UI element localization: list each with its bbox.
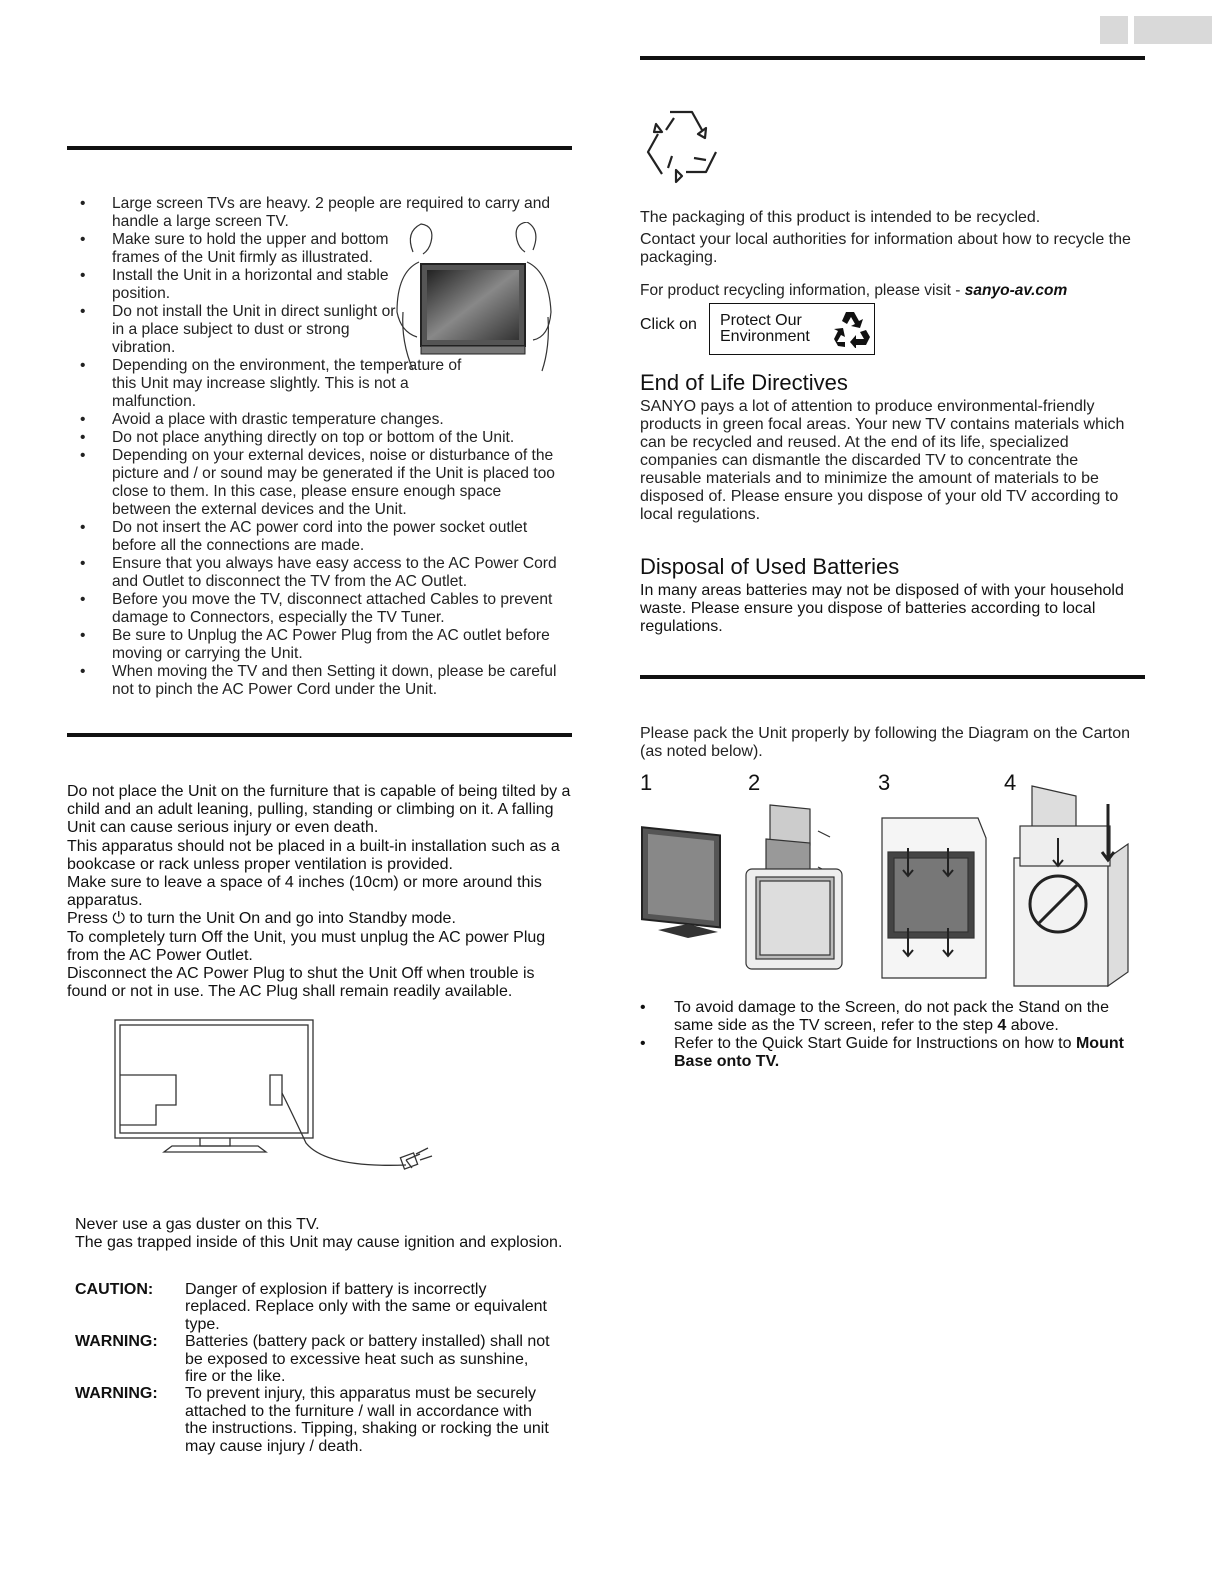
paragraph: Never use a gas duster on this TV. [75, 1216, 320, 1233]
list-item [640, 1035, 1140, 1071]
section-rule-packing [640, 675, 1145, 679]
step1-tv-illustration [640, 825, 735, 940]
press-description: to turn the Unit On and go into Standby mode. [129, 910, 456, 928]
list-item: • Install the Unit in a horizontal and stable position. [80, 267, 402, 303]
eco-button-line2: Environment [720, 328, 810, 345]
recycle-info-prefix: For product recycling information, please visit - [640, 282, 965, 299]
tab-marker-small [1100, 16, 1128, 44]
gas-duster-text [75, 1216, 565, 1251]
recycle-website-link[interactable]: sanyo-av.com [964, 282, 1068, 299]
step-number: 2 [748, 770, 761, 795]
tab-marker-large [1134, 16, 1212, 44]
warning-row [75, 1281, 550, 1333]
recycle-info [640, 282, 1140, 300]
protect-environment-button[interactable] [709, 303, 875, 355]
recycle-icon [640, 104, 724, 188]
paragraph: Make sure to leave a space of 4 inches (10cm) or more around this apparatus. [67, 874, 542, 910]
warning-label: CAUTION: [75, 1281, 154, 1298]
list-item: • Large screen TVs are heavy. 2 people are required to carry and handle a large screen TV. [80, 195, 560, 231]
tv-rear-cord-illustration [110, 1015, 440, 1185]
eco-button-line1: Protect Our [720, 312, 802, 329]
warning-text: To prevent injury, this apparatus must be securely attached to the furniture / wall in accordance with the instructions. Tipping, shaking or rocking the unit may cause injury / death. [185, 1385, 549, 1455]
section-rule-environment [640, 56, 1145, 60]
paragraph: Do not place the Unit on the furniture that is capable of being tilted by a child and an adult leaning, pulling, standing or climbing on it. A falling Unit can cause serious injury or even death. [67, 783, 571, 837]
warning-label: WARNING: [75, 1385, 158, 1403]
paragraph: Disconnect the AC Power Plug to shut the Unit Off when trouble is found or not in use. The AC Plug shall remain readily available. [67, 965, 535, 1001]
list-item: • Depending on the environment, the temperature of this Unit may increase slightly. This is not a malfunction. [80, 357, 472, 411]
click-on-label: Click on [640, 316, 697, 333]
list-item [640, 999, 1140, 1035]
section-rule-handling [67, 146, 572, 150]
power-icon: ⏻ [112, 910, 126, 928]
placement-text [67, 783, 572, 1001]
paragraph: The packaging of this product is intended to be recycled. [640, 209, 1041, 226]
list-item: • Before you move the TV, disconnect attached Cables to prevent damage to Connectors, especially the TV Tuner. [80, 591, 560, 627]
bullet-bold: Mount Base onto TV. [674, 1035, 1124, 1070]
bullet-text: Refer to the Quick Start Guide for Instructions on how to [674, 1035, 1076, 1052]
list-item: • Do not insert the AC power cord into the power socket outlet before all the connections are made. [80, 519, 560, 555]
step-number: 3 [878, 770, 891, 795]
eco-button-text [720, 313, 810, 345]
list-item: • Do not install the Unit in direct sunlight or in a place subject to dust or strong vibration. [80, 303, 402, 357]
list-item: • Depending on your external devices, noise or disturbance of the picture and / or sound may be generated if the Unit is placed too close to them. In this case, please ensure enough space between the external devices and the Unit. [80, 447, 560, 519]
page-tab-markers [1100, 16, 1212, 44]
recycle-badge-icon [834, 310, 870, 348]
paragraph: To completely turn Off the Unit, you must unplug the AC power Plug from the AC Power Outlet. [67, 928, 546, 964]
paragraph [67, 910, 572, 928]
warning-text: Batteries (battery pack or battery installed) shall not be exposed to excessive heat such as sunshine, fire or the like. [185, 1333, 550, 1386]
step3-packing-illustration [872, 808, 992, 988]
bullet-text-end: above. [1006, 1017, 1059, 1034]
warning-row [75, 1333, 550, 1385]
warning-row [75, 1385, 550, 1455]
warnings-list [75, 1281, 550, 1455]
list-item: • Ensure that you always have easy access to the AC Power Cord and Outlet to disconnect the TV from the AC Outlet. [80, 555, 560, 591]
list-item: • Do not place anything directly on top or bottom of the Unit. [80, 429, 560, 447]
step4-packing-illustration [1010, 778, 1135, 988]
step2-packing-illustration [740, 795, 860, 985]
warning-text: Danger of explosion if battery is incorrectly replaced. Replace only with the same or equivalent type. [185, 1281, 547, 1333]
eol-heading: End of Life Directives [640, 370, 848, 395]
bullet-text: To avoid damage to the Screen, do not pack the Stand on the same side as the TV screen, refer to the step [674, 999, 1109, 1034]
list-item: • Be sure to Unplug the AC Power Plug from the AC outlet before moving or carrying the Unit. [80, 627, 560, 663]
eol-text: SANYO pays a lot of attention to produce environmental-friendly products in green focal areas. Your new TV contains materials which can be recycled and reused. At the end of its life, specialized companies can dismantle the discarded TV to concentrate the reusable materials and to minimize the amount of materials to be disposed of. Please ensure you dispose of your old TV according to local regulations. [640, 398, 1125, 523]
carry-tv-illustration [383, 222, 563, 372]
battery-text: In many areas batteries may not be disposed of with your household waste. Please ensure you dispose of batteries according to local regulations. [640, 582, 1124, 635]
paragraph: The gas trapped inside of this Unit may cause ignition and explosion. [75, 1233, 563, 1251]
warning-label: WARNING: [75, 1333, 158, 1351]
pack-text: Please pack the Unit properly by following the Diagram on the Carton (as noted below). [640, 725, 1131, 760]
section-rule-placement [67, 733, 572, 737]
list-item: • Make sure to hold the upper and bottom frames of the Unit firmly as illustrated. [80, 231, 402, 267]
list-item: • Avoid a place with drastic temperature changes. [80, 411, 560, 429]
paragraph: This apparatus should not be placed in a built-in installation such as a bookcase or rack unless proper ventilation is provided. [67, 837, 560, 873]
list-item: • When moving the TV and then Setting it down, please be careful not to pinch the AC Power Cord under the Unit. [80, 663, 560, 699]
bullet-bold: 4 [997, 1017, 1007, 1034]
packing-bullet-list [640, 999, 1140, 1071]
battery-heading: Disposal of Used Batteries [640, 554, 900, 579]
recycle-text [640, 209, 1140, 267]
paragraph: Contact your local authorities for information about how to recycle the packaging. [640, 231, 1131, 266]
step-number: 4 [1004, 770, 1017, 795]
step-number: 1 [640, 770, 653, 795]
press-label: Press [67, 910, 108, 928]
